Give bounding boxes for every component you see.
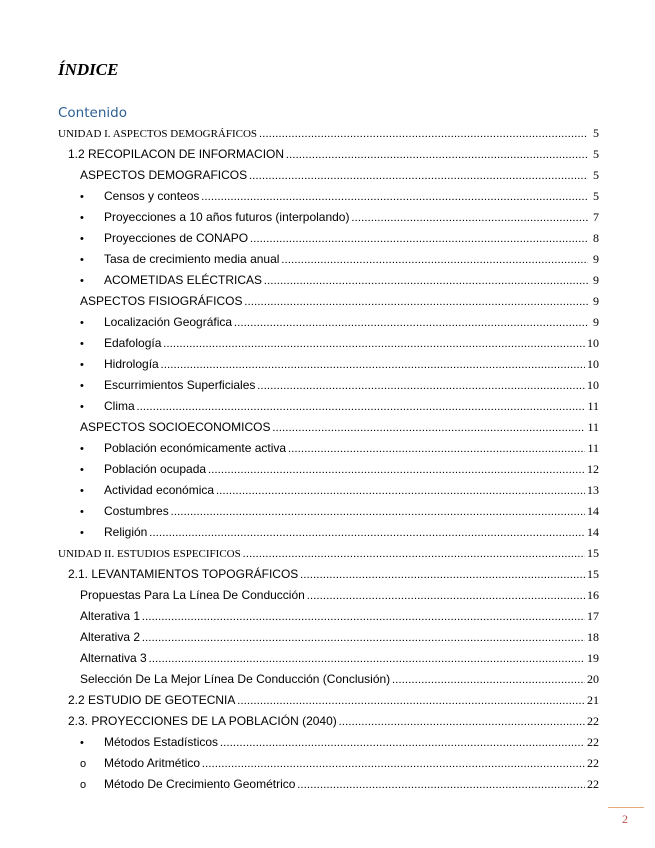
bullet-dot-icon: • (80, 443, 84, 455)
toc-entry-label (80, 606, 140, 627)
toc-entry-label (80, 207, 349, 229)
toc-entry-label (80, 312, 232, 334)
toc-entry-label (80, 480, 214, 502)
toc-entry-text: Tasa de crecimiento media anual (104, 252, 280, 266)
toc-entry-page: 7 (593, 210, 599, 224)
toc-entry-page: 22 (587, 714, 599, 728)
toc-entry-label (80, 774, 295, 796)
dot-leader (220, 733, 585, 754)
toc-entry-page: 16 (587, 588, 599, 602)
toc-entry-page: 9 (593, 294, 599, 308)
contents-heading: Contenido (58, 105, 127, 121)
toc-entry[interactable] (58, 627, 599, 648)
toc-entry-label (80, 585, 305, 606)
dot-leader (149, 523, 585, 544)
bullet-dot-icon: • (80, 464, 84, 476)
toc-entry-label (80, 354, 159, 376)
dot-leader (307, 586, 585, 607)
toc-entry-text: Actividad económica (104, 483, 215, 497)
toc-entry-text: Escurrimientos Superficiales (104, 378, 256, 392)
toc-entry[interactable] (58, 753, 599, 774)
toc-entry-label (80, 270, 262, 292)
toc-entry-text: Religión (104, 525, 148, 539)
toc-entry-text: Proyecciones de CONAPO (104, 231, 249, 245)
toc-entry-page: 22 (587, 777, 599, 791)
toc-entry-label (80, 228, 248, 250)
toc-entry-text: Clima (104, 399, 135, 413)
bullet-dot-icon: • (80, 254, 84, 266)
toc-entry-page: 8 (593, 231, 599, 245)
bullet-dot-icon: • (80, 527, 84, 539)
toc-entry-text: Método Aritmético (104, 756, 201, 770)
toc-entry[interactable] (58, 249, 599, 270)
footer-divider (608, 807, 644, 808)
toc-entry[interactable] (58, 438, 599, 459)
toc-entry-text: ACOMETIDAS ELÉCTRICAS (104, 273, 263, 287)
toc-entry-label (80, 522, 147, 544)
bullet-dot-icon: • (80, 317, 84, 329)
toc-entry-label (80, 249, 279, 271)
dot-leader (142, 628, 585, 649)
toc-entry-text: UNIDAD II. ESTUDIOS ESPECIFICOS (58, 548, 241, 560)
toc-entry-page: 18 (587, 630, 599, 644)
dot-leader (297, 775, 585, 796)
toc-entry[interactable] (58, 123, 599, 144)
toc-entry-text: 2.3. PROYECCIONES DE LA POBLACIÓN (2040) (68, 714, 337, 728)
bullet-circle-icon: o (80, 779, 87, 791)
toc-entry[interactable] (58, 291, 599, 312)
toc-entry-text: ASPECTOS FISIOGRÁFICOS (80, 294, 243, 308)
dot-leader (339, 712, 585, 733)
toc-entry[interactable] (58, 690, 599, 711)
toc-entry-text: Alternativa 3 (80, 651, 147, 665)
toc-entry-label (80, 165, 247, 186)
page-number: 2 (622, 812, 628, 826)
toc-entry-page: 10 (587, 357, 599, 371)
dot-leader (243, 544, 585, 565)
toc-entry-text: Proyecciones a 10 años futuros (interpolando) (104, 210, 350, 224)
toc-entry-page: 9 (593, 273, 599, 287)
toc-entry-page: 10 (587, 336, 599, 350)
toc-entry-label (80, 333, 161, 355)
toc-entry[interactable] (58, 396, 599, 417)
dot-leader (163, 334, 585, 355)
toc-entry-text: Propuestas Para La Línea De Conducción (80, 588, 305, 602)
bullet-dot-icon: • (80, 506, 84, 518)
bullet-dot-icon: • (80, 359, 84, 371)
toc-entry-text: ASPECTOS DEMOGRAFICOS (80, 168, 248, 182)
toc-entry-text: Selección De La Mejor Línea De Conducción (Conclusión) (80, 672, 391, 686)
toc-entry[interactable] (58, 606, 599, 627)
toc-entry[interactable] (58, 144, 599, 165)
dot-leader (208, 460, 585, 481)
bullet-dot-icon: • (80, 275, 84, 287)
dot-leader (149, 649, 585, 670)
toc-entry-text: 2.1. LEVANTAMIENTOS TOPOGRÁFICOS (68, 567, 299, 581)
toc-entry-label (80, 375, 255, 397)
toc-entry-page: 14 (587, 504, 599, 518)
toc-entry[interactable] (58, 564, 599, 585)
dot-leader (171, 502, 585, 523)
toc-entry-page: 5 (593, 168, 599, 182)
toc-entry-page: 11 (587, 441, 599, 455)
toc-entry-page: 15 (587, 567, 599, 581)
toc-entry-text: Hidrología (104, 357, 159, 371)
index-title: ÍNDICE (58, 60, 119, 79)
bullet-dot-icon: • (80, 380, 84, 392)
toc-entry-label (68, 144, 284, 165)
toc-entry[interactable] (58, 228, 599, 249)
bullet-circle-icon: o (80, 758, 87, 770)
bullet-dot-icon: • (80, 191, 84, 203)
toc-entry-text: UNIDAD I. ASPECTOS DEMOGRÁFICOS (58, 128, 258, 140)
toc-entry-text: ASPECTOS SOCIOECONOMICOS (80, 420, 271, 434)
dot-leader (234, 313, 588, 334)
toc-entry-page: 22 (587, 756, 599, 770)
toc-entry[interactable] (58, 480, 599, 501)
dot-leader (249, 166, 588, 187)
toc-entry-label (80, 627, 140, 648)
toc-entry-label (80, 501, 169, 523)
toc-entry[interactable] (58, 669, 599, 690)
dot-leader (272, 418, 585, 439)
toc-entry-label (80, 396, 135, 418)
bullet-dot-icon: • (80, 233, 84, 245)
dot-leader (237, 691, 585, 712)
dot-leader (202, 754, 585, 775)
toc-entry-label (80, 669, 390, 690)
toc-entry[interactable] (58, 501, 599, 522)
bullet-dot-icon: • (80, 737, 84, 749)
toc-entry-page: 11 (587, 399, 599, 413)
toc-entry-page: 12 (587, 462, 599, 476)
bullet-dot-icon: • (80, 485, 84, 497)
toc-entry-label (80, 417, 270, 438)
toc-entry[interactable] (58, 711, 599, 732)
toc-entry[interactable] (58, 333, 599, 354)
toc-entry-label (58, 544, 241, 565)
toc-entry[interactable] (58, 774, 599, 795)
toc-entry-label (80, 648, 147, 669)
dot-leader (286, 145, 588, 166)
toc-entry-page: 17 (587, 609, 599, 623)
toc-entry[interactable] (58, 459, 599, 480)
toc-entry-label (58, 124, 257, 145)
toc-entry-text: Método De Crecimiento Geométrico (104, 777, 296, 791)
toc-entry[interactable] (58, 375, 599, 396)
toc-entry-page: 5 (593, 147, 599, 161)
toc-entry-page: 19 (587, 651, 599, 665)
toc-entry[interactable] (58, 648, 599, 669)
toc-entry[interactable] (58, 522, 599, 543)
toc-entry-text: Localización Geográfica (104, 315, 233, 329)
toc-entry[interactable] (58, 543, 599, 564)
toc-entry-label (68, 690, 235, 711)
dot-leader (264, 271, 588, 292)
toc-entry-label (80, 291, 242, 312)
dot-leader (201, 187, 588, 208)
toc-entry-page: 15 (587, 546, 599, 560)
dot-leader (259, 124, 588, 145)
dot-leader (216, 481, 585, 502)
toc-entry[interactable] (58, 585, 599, 606)
bullet-dot-icon: • (80, 212, 84, 224)
toc-entry-page: 11 (587, 420, 599, 434)
toc-entry-label (80, 438, 286, 460)
toc-entry-text: Alterativa 1 (80, 609, 141, 623)
toc-entry[interactable] (58, 186, 599, 207)
toc-entry-label (68, 711, 337, 732)
dot-leader (300, 565, 585, 586)
bullet-dot-icon: • (80, 401, 84, 413)
toc-entry-label (80, 732, 218, 754)
toc-entry[interactable] (58, 354, 599, 375)
dot-leader (392, 670, 585, 691)
dot-leader (281, 250, 588, 271)
toc-entry-page: 21 (587, 693, 599, 707)
toc-entry-page: 5 (593, 189, 599, 203)
toc-entry-label (80, 186, 199, 208)
bullet-dot-icon: • (80, 338, 84, 350)
toc-entry[interactable] (58, 165, 599, 186)
toc-entry-text: Costumbres (104, 504, 169, 518)
toc-entry-page: 9 (593, 315, 599, 329)
toc-entry[interactable] (58, 312, 599, 333)
toc-entry-text: Métodos Estadísticos (104, 735, 219, 749)
toc-entry-label (80, 459, 206, 481)
toc-entry[interactable] (58, 732, 599, 753)
toc-entry-text: Población económicamente activa (104, 441, 287, 455)
dot-leader (257, 376, 585, 397)
dot-leader (288, 439, 585, 460)
dot-leader (161, 355, 585, 376)
toc-entry-label (80, 753, 200, 775)
toc-entry[interactable] (58, 207, 599, 228)
toc-entry-text: 1.2 RECOPILACON DE INFORMACION (68, 147, 285, 161)
toc-entry-text: Población ocupada (104, 462, 207, 476)
toc-entry-label (68, 564, 298, 585)
dot-leader (142, 607, 585, 628)
toc-entry-text: Edafología (104, 336, 162, 350)
dot-leader (244, 292, 588, 313)
toc-entry-page: 13 (587, 483, 599, 497)
toc-entry[interactable] (58, 270, 599, 291)
table-of-contents (58, 123, 599, 795)
toc-entry-page: 22 (587, 735, 599, 749)
dot-leader (351, 208, 588, 229)
toc-entry-page: 10 (587, 378, 599, 392)
toc-entry-text: 2.2 ESTUDIO DE GEOTECNIA (68, 693, 236, 707)
toc-entry[interactable] (58, 417, 599, 438)
toc-entry-page: 14 (587, 525, 599, 539)
toc-entry-page: 20 (587, 672, 599, 686)
toc-entry-page: 9 (593, 252, 599, 266)
toc-entry-text: Censos y conteos (104, 189, 200, 203)
dot-leader (137, 397, 586, 418)
toc-entry-page: 5 (593, 126, 599, 140)
dot-leader (250, 229, 588, 250)
toc-entry-text: Alterativa 2 (80, 630, 141, 644)
